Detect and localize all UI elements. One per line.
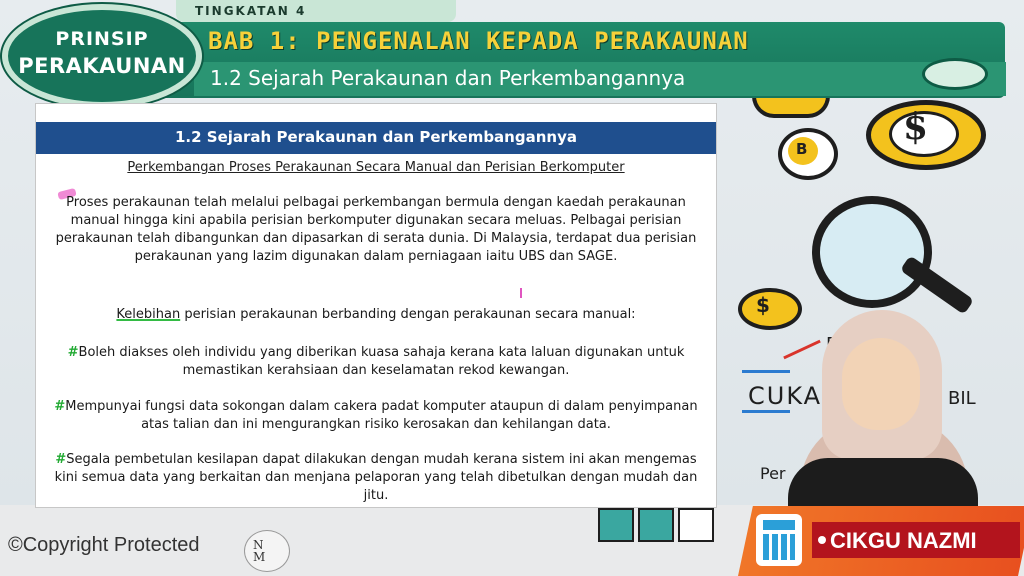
bar-sketch-3 <box>678 508 714 542</box>
advantage-text-1: Boleh diakses oleh individu yang diberikan kuasa sahaja kerana kata laluan digunakan untuk memastikan kerahsiaan dan keselamatan rekod kewangan. <box>78 345 685 378</box>
protection-seal-icon <box>244 530 290 572</box>
magnifier-icon <box>812 196 932 308</box>
sketch-word-bil: BIL <box>948 388 976 409</box>
slide-heading-bar <box>36 122 716 154</box>
bitcoin-symbol: B <box>796 140 808 158</box>
presenter-shirt <box>788 458 978 508</box>
blue-line-1 <box>742 370 790 373</box>
sketch-word-cuka: CUKA <box>748 382 823 410</box>
calculator-screen <box>763 520 795 530</box>
advantage-point-3 <box>44 451 708 505</box>
intro-paragraph: Proses perakaunan telah melalui pelbagai perkembangan bermula dengan kaedah perakaunan manual hingga kini apabila perisian berkomputer digunakan secara meluas. Pelbagai perisian perakaunan telah dibangunkan dan dipasarkan di serata dunia. Di Malaysia, terdapat dua perisian perakaunan yang lazim digunakan dalam perniagaan iaitu UBS dan SAGE. <box>55 195 697 264</box>
advantage-text-2: Mempunyai fungsi data sokongan dalam cakera padat komputer ataupun di dalam penyimpanan atas talian dan ini mengurangkan risiko kerosakan dan kehilangan data. <box>65 399 698 432</box>
coin-sketch-icon <box>752 96 830 118</box>
oval-decoration-icon <box>922 58 988 90</box>
copyright-notice: ©Copyright Protected <box>8 534 200 556</box>
advantage-point-1 <box>44 344 708 380</box>
slide-subheading: Perkembangan Proses Perakaunan Secara Manual dan Perisian Berkomputer <box>127 160 625 175</box>
advantages-rest: perisian perakaunan berbanding dengan perakaunan secara manual: <box>180 307 636 322</box>
bar-sketch-2 <box>638 508 674 542</box>
small-dollar-symbol: $ <box>756 293 770 317</box>
dollar-symbol: $ <box>903 106 929 148</box>
logo-line-1: PRINSIP <box>55 28 149 50</box>
bitcoin-icon <box>778 128 838 180</box>
calculator-icon <box>756 514 802 566</box>
brand-badge <box>738 506 1024 576</box>
level-label: TINGKATAN 4 <box>195 4 307 18</box>
slide-heading: 1.2 Sejarah Perakaunan dan Perkembangannya <box>175 128 577 146</box>
bar-sketch-1 <box>598 508 634 542</box>
advantages-heading <box>44 306 708 324</box>
advantage-text-3: Segala pembetulan kesilapan dapat dilakukan dengan mudah kerana sistem ini akan mengemas kini semua data yang berkaitan dan menjana pelaporan yang telah dibetulkan dengan mudah dan jitu. <box>54 452 698 503</box>
hash-mark-1: # <box>67 345 79 360</box>
blue-line-2 <box>742 410 790 413</box>
chapter-title: BAB 1: PENGENALAN KEPADA PERAKAUNAN <box>208 27 749 55</box>
advantages-lead-word: Kelebihan <box>116 307 181 322</box>
brand-name: CIKGU NAZMI <box>830 528 977 553</box>
section-subtitle: 1.2 Sejarah Perakaunan dan Perkembangannya <box>210 66 686 90</box>
sketch-word-per: Per <box>760 464 786 483</box>
logo-line-2: PERAKAUNAN <box>18 54 186 78</box>
calculator-keys <box>763 534 795 560</box>
presenter-face <box>842 338 920 430</box>
subject-logo <box>2 4 202 108</box>
hash-mark-3: # <box>55 452 67 467</box>
brand-dot <box>818 536 826 544</box>
advantage-point-2 <box>44 398 708 434</box>
lesson-slide <box>35 103 717 508</box>
hash-mark-2: # <box>54 399 66 414</box>
presenter-video <box>788 308 978 508</box>
annotation-cursor <box>520 288 522 298</box>
seal-text: N M <box>253 538 266 564</box>
